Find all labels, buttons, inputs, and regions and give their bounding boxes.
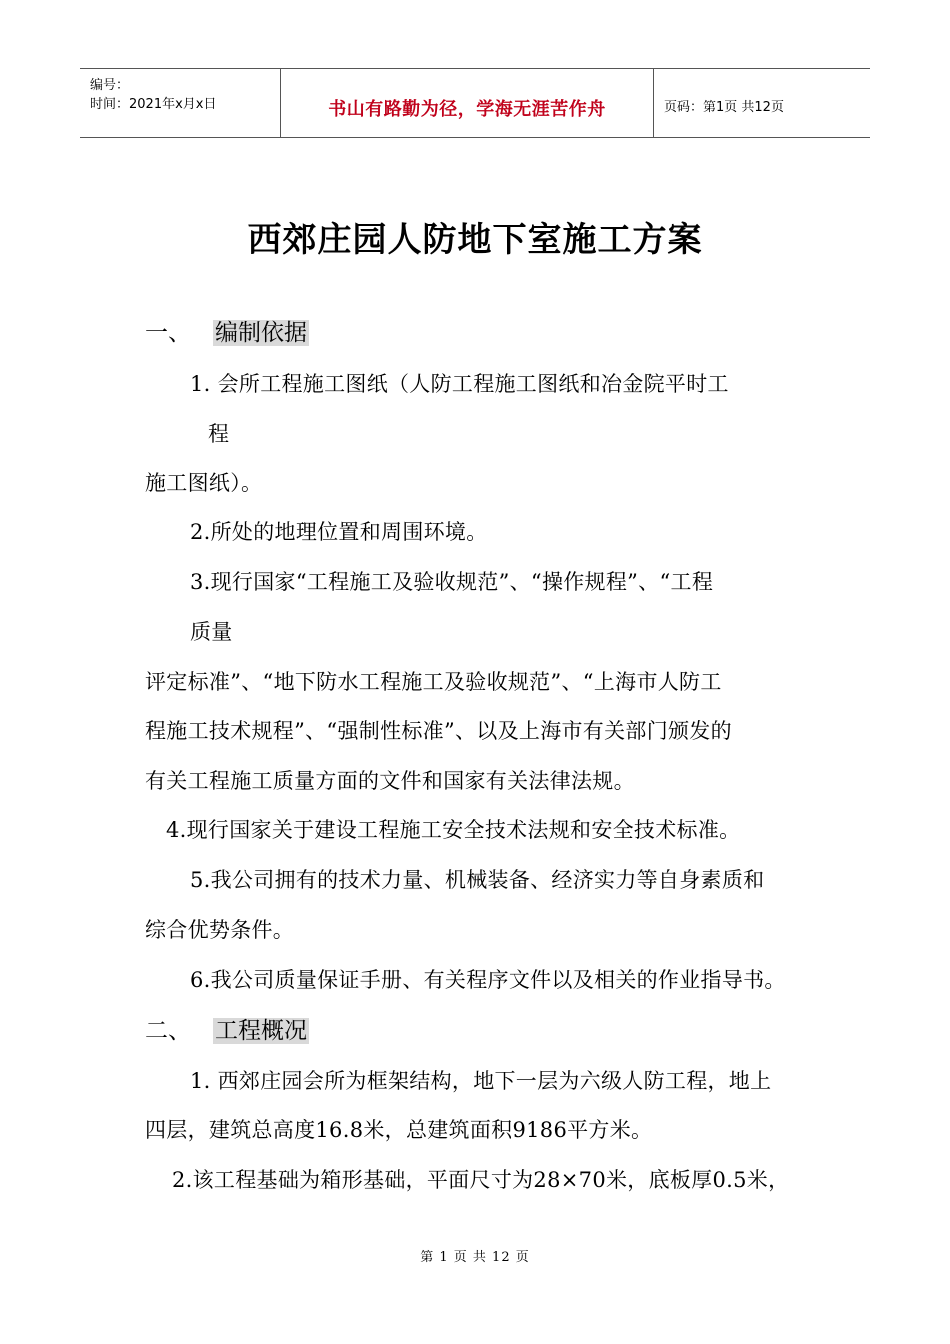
section-heading-basis <box>145 317 309 349</box>
paragraph-line: 3.现行国家“工程施工及验收规范”、“操作规程”、“工程 <box>190 570 714 594</box>
header-motto: 书山有路勤为径，学海无涯苦作舟 <box>328 99 606 120</box>
paragraph-line: 四层，建筑总高度16.8米，总建筑面积9186平方米。 <box>145 1118 653 1142</box>
document-title: 西郊庄园人防地下室施工方案 <box>247 220 703 260</box>
paragraph-line: 质量 <box>190 620 233 644</box>
section-number: 一、 <box>145 320 191 346</box>
paragraph-line: 评定标准”、“地下防水工程施工及验收规范”、“上海市人防工 <box>145 670 722 694</box>
document-date-label: 时间：2021年x月x日 <box>90 97 217 112</box>
section-title: 编制依据 <box>215 320 307 346</box>
paragraph-line: 4.现行国家关于建设工程施工安全技术法规和安全技术标准。 <box>166 818 741 842</box>
page-footer: 第 1 页 共 12 页 <box>420 1250 530 1265</box>
page-header <box>80 68 870 138</box>
paragraph-line: 2.该工程基础为箱形基础，平面尺寸为28×70米，底板厚0.5米， <box>172 1168 790 1192</box>
header-meta-cell <box>80 69 281 137</box>
paragraph-line: 有关工程施工质量方面的文件和国家有关法律法规。 <box>145 769 635 793</box>
header-motto-cell <box>281 69 654 137</box>
paragraph-line: 程 <box>208 422 230 446</box>
header-page-info: 页码：第1页 共12页 <box>664 100 784 115</box>
section-title: 工程概况 <box>215 1018 307 1044</box>
paragraph-line: 2.所处的地理位置和周围环境。 <box>190 520 488 544</box>
section-heading-overview <box>145 1015 309 1047</box>
paragraph-line: 程施工技术规程”、“强制性标准”、以及上海市有关部门颁发的 <box>145 719 732 743</box>
paragraph-line: 综合优势条件。 <box>145 918 295 942</box>
paragraph-line: 5.我公司拥有的技术力量、机械装备、经济实力等自身素质和 <box>190 868 765 892</box>
document-number-label: 编号： <box>90 78 130 93</box>
section-number: 二、 <box>145 1018 191 1044</box>
paragraph-line: 1. 西郊庄园会所为框架结构，地下一层为六级人防工程，地上 <box>190 1069 772 1093</box>
paragraph-line: 6.我公司质量保证手册、有关程序文件以及相关的作业指导书。 <box>190 968 786 992</box>
paragraph-line: 施工图纸）。 <box>145 471 263 495</box>
header-page-cell <box>654 69 870 137</box>
paragraph-line: 1. 会所工程施工图纸（人防工程施工图纸和冶金院平时工 <box>190 372 729 396</box>
